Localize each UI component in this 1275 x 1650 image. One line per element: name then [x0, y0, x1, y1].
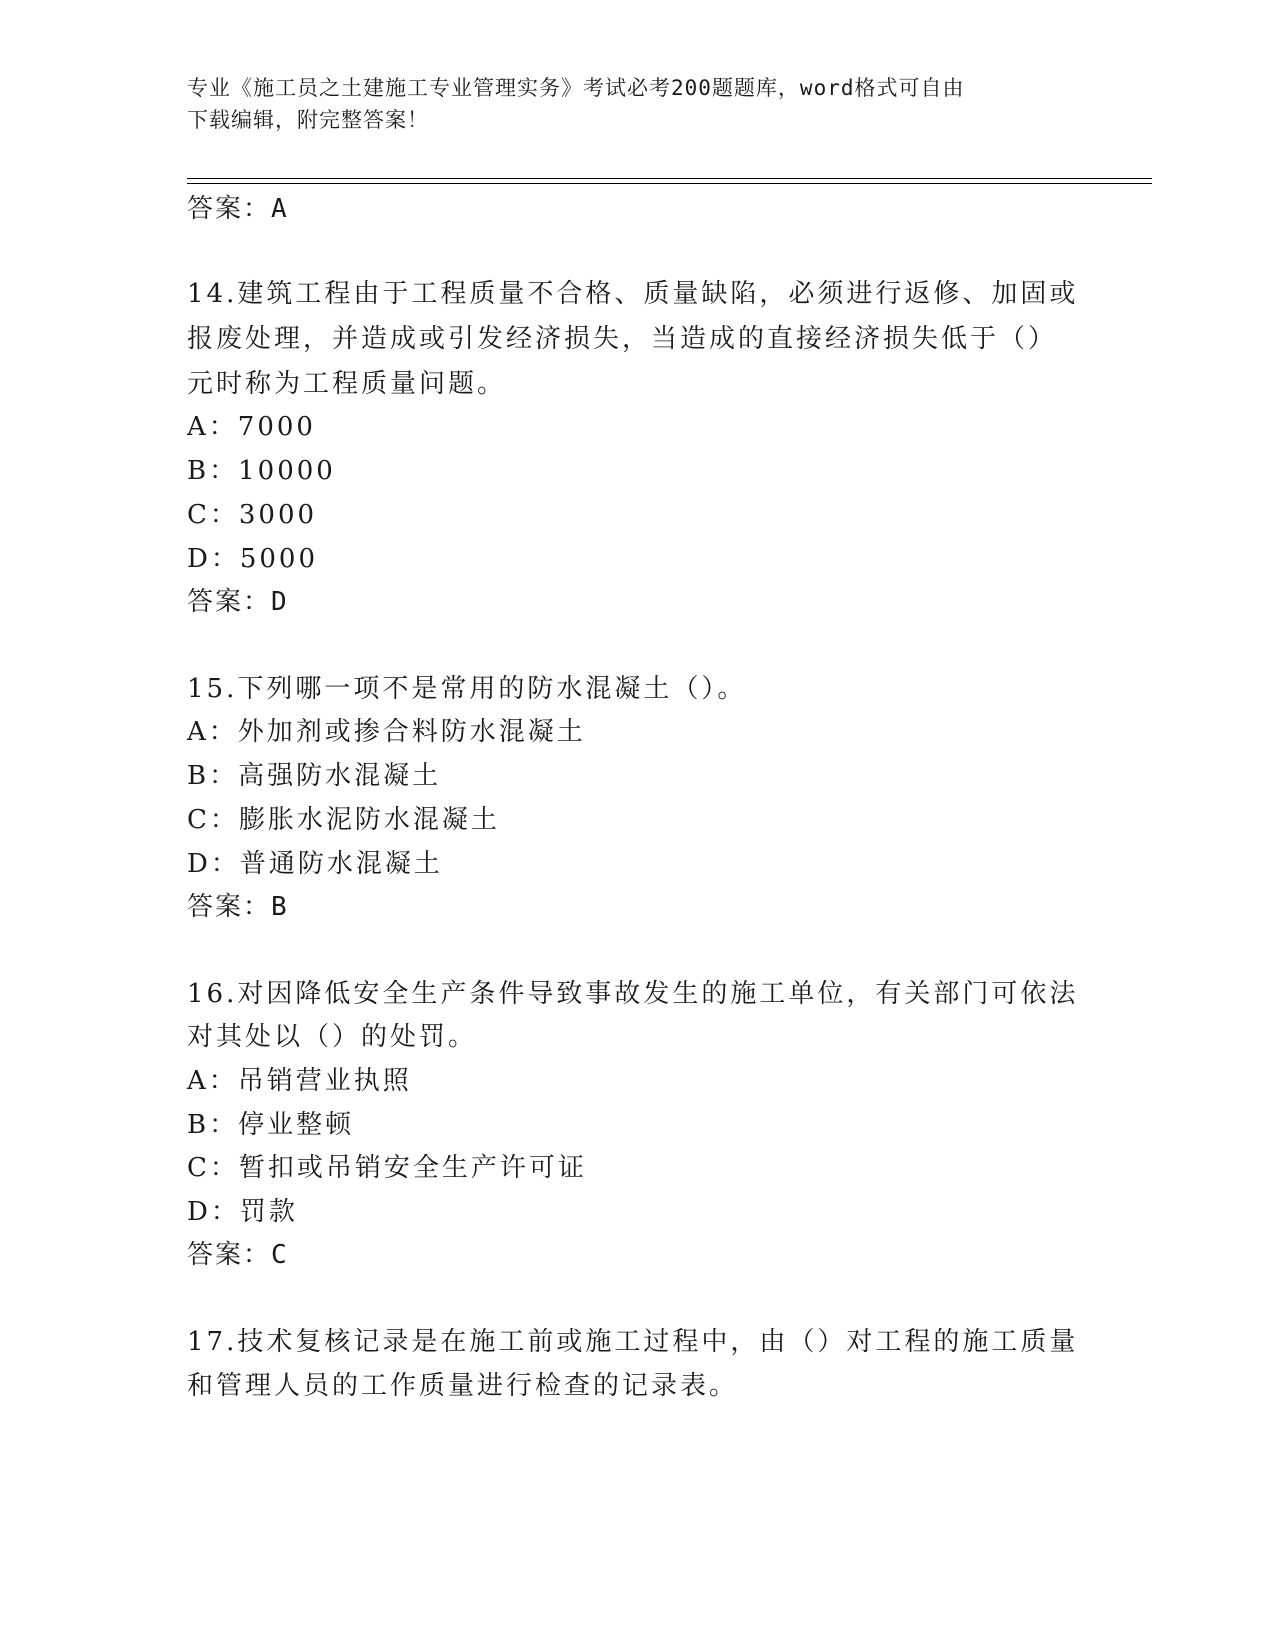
question-stem-line: 16.对因降低安全生产条件导致事故发生的施工单位，有关部门可依法	[187, 979, 1079, 1009]
option-c: C：3000	[187, 500, 318, 530]
answer-value: C	[271, 1240, 288, 1270]
option-a: A：外加剂或掺合料防水混凝土	[187, 717, 586, 747]
answer-label: 答案：	[187, 892, 272, 922]
question-stem-line: 和管理人员的工作质量进行检查的记录表。	[187, 1371, 739, 1401]
header-line-1: 专业《施工员之土建施工专业管理实务》考试必考200题题库，word格式可自由	[187, 76, 965, 100]
option-d: D：普通防水混凝土	[187, 849, 443, 879]
option-b: B：10000	[187, 456, 336, 486]
question-stem-line: 17.技术复核记录是在施工前或施工过程中，由（）对工程的施工质量	[187, 1327, 1079, 1357]
option-c: C：膨胀水泥防水混凝土	[187, 805, 500, 835]
option-d: D：罚款	[187, 1197, 298, 1227]
question-stem-line: 对其处以（）的处罚。	[187, 1022, 478, 1052]
question-stem-line: 报废处理，并造成或引发经济损失，当造成的直接经济损失低于（）	[187, 324, 1058, 354]
header-divider-bottom	[187, 183, 1152, 184]
answer-line	[187, 886, 288, 923]
option-b: B：高强防水混凝土	[187, 761, 442, 791]
option-d: D：5000	[187, 544, 319, 574]
header-line-2: 下载编辑，附完整答案！	[187, 108, 429, 132]
option-a: A：吊销营业执照	[187, 1066, 412, 1096]
document-header	[187, 72, 1067, 136]
question-stem-line: 元时称为工程质量问题。	[187, 369, 507, 399]
answer-value: D	[271, 587, 288, 617]
option-c: C：暂扣或吊销安全生产许可证	[187, 1153, 587, 1183]
question-stem-line: 14.建筑工程由于工程质量不合格、质量缺陷，必须进行返修、加固或	[187, 279, 1079, 309]
question-stem-line: 15.下列哪一项不是常用的防水混凝土（）。	[187, 674, 747, 704]
header-divider-top	[187, 178, 1152, 179]
answer-line	[187, 188, 288, 225]
option-a: A：7000	[187, 412, 316, 442]
answer-value: A	[271, 194, 288, 224]
option-b: B：停业整顿	[187, 1110, 355, 1140]
answer-line	[187, 581, 288, 618]
answer-label: 答案：	[187, 1240, 272, 1270]
answer-line	[187, 1234, 288, 1271]
answer-label: 答案：	[187, 194, 272, 224]
answer-value: B	[271, 892, 288, 922]
answer-label: 答案：	[187, 587, 272, 617]
